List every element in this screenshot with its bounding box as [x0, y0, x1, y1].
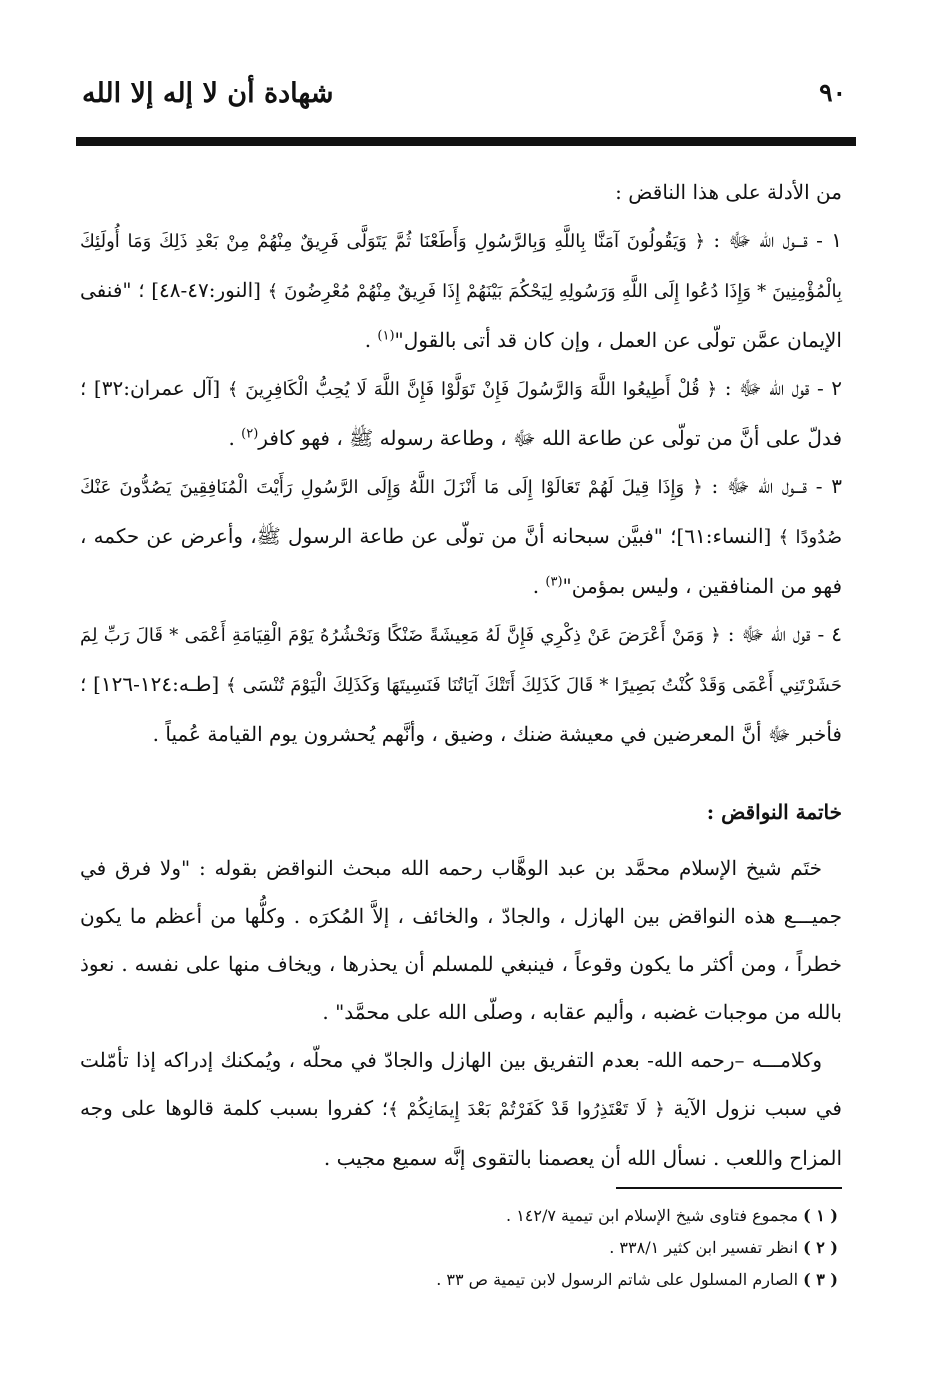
evidence-4: [80, 610, 842, 758]
evidence-lead: قـــول الله ﷻ :: [702, 474, 808, 498]
evidence-number: ٤ -: [817, 622, 843, 646]
paragraph-rest: ؛ كفروا بسبب كلمة قالوها على وجه المزاح واللعب . نسأل الله أن يعصمنا بالتقوى إنَّه سميع مجيب .: [80, 1096, 842, 1170]
running-header: [76, 78, 856, 122]
section-title: خاتمة النواقض :: [706, 800, 842, 824]
footnote-ref: (١): [377, 328, 395, 344]
evidence-tail: .: [532, 574, 546, 598]
quran-verse: ﴿ وَيَقُولُونَ آمَنَّا بِاللَّهِ وَبِالرَّسُولِ وَأَطَعْنَا ثُمَّ يَتَوَلَّى فَرِيقٌ مِنْهُمْ مِنْ بَعْدِ ذَلِكَ وَمَا أُولَئِكَ بِالْمُؤْمِنِينَ * وَإِذَا دُعُوا إِلَى اللَّهِ وَرَسُولِهِ لِيَحْكُمَ بَيْنَهُمْ إِذَا فَرِيقٌ مِنْهُمْ مُعْرِضُونَ ﴾: [80, 231, 842, 302]
footnote-number: ( ١ ): [803, 1206, 838, 1225]
intro-line: من الأدلة على هذا الناقض :: [615, 180, 842, 204]
main-text: [80, 168, 842, 1182]
section-paragraph-1: ختَم شيخ الإسلام محمَّد بن عبد الوهَّاب رحمه الله مبحث النواقض بقوله : "ولا فرق في جميـــع هذه النواقض بين الهازل ، والجادّ ، والخائف ، إلاَّ المُكرَه . وكلُّها من أعظم ما يكون خطراً ، ومن أكثر ما يكون وقوعاً ، فينبغي للمسلم أن يحذرها ، ويخاف منها على نفسه . نعوذ بالله من موجبات غضبه ، وأليم عقابه ، وصلّى الله على محمَّد" .: [80, 856, 842, 1024]
evidence-number: ٣ -: [815, 474, 842, 498]
quran-verse: ﴿ وَإِذَا قِيلَ لَهُمْ تَعَالَوْا إِلَى مَا أَنْزَلَ اللَّهُ وَإِلَى الرَّسُولِ رَأَيْتَ الْمُنَافِقِينَ يَصُدُّونَ عَنْكَ صُدُودًا ﴾: [80, 477, 842, 548]
evidence-body: [النساء:٦١]؛ "فبيَّن سبحانه أنَّ من تولّى عن طاعة الرسول ﷺ، وأعرض عن حكمه ، فهو من المنافقين ، وليس بمؤمن": [80, 524, 842, 598]
quran-verse: ﴿ لَا تَعْتَذِرُوا قَدْ كَفَرْتُمْ بَعْدَ إِيمَانِكُمْ ﴾: [388, 1099, 665, 1120]
footnote-number: ( ٣ ): [803, 1270, 838, 1289]
evidence-number: ٢ -: [816, 376, 843, 400]
section-paragraph-2: [80, 1036, 842, 1182]
evidence-tail: .: [364, 328, 378, 352]
quran-verse: ﴿ وَمَنْ أَعْرَضَ عَنْ ذِكْرِي فَإِنَّ لَهُ مَعِيشَةً ضَنْكًا وَنَحْشُرُهُ يَوْمَ الْقِيَامَةِ أَعْمَى * قَالَ رَبِّ لِمَ حَشَرْتَنِي أَعْمَى وَقَدْ كُنْتُ بَصِيرًا * قَالَ كَذَلِكَ أَتَتْكَ آيَاتُنَا فَنَسِيتَهَا وَكَذَلِكَ الْيَوْمَ تُنْسَى ﴾: [80, 625, 842, 696]
footnote-ref: (٢): [241, 426, 259, 442]
evidence-2: [80, 364, 842, 462]
evidence-3: [80, 462, 842, 610]
footnotes: [300, 1200, 838, 1296]
footnote-3: [300, 1264, 838, 1296]
footnote-text: انظر تفسير ابن كثير ٣٣٨/١ .: [609, 1238, 804, 1257]
evidence-body: [آل عمران:٣٢] ؛ فدلّ على أنَّ من تولّى عن طاعة الله ﷻ ، وطاعة رسوله ﷺ ، فهو كافر: [80, 376, 842, 450]
evidence-body: [النور:٤٧-٤٨] ؛ "فنفى الإيمان عمَّن تولّى عن العمل ، وإن كان قد أتى بالقول": [80, 278, 842, 352]
evidence-lead: قول الله ﷻ :: [717, 376, 810, 400]
footnote-1: [300, 1200, 838, 1232]
footnote-2: [300, 1232, 838, 1264]
paragraph-lead: وكلامـــه –رحمه الله- بعدم التفريق بين الهازل والجادّ في محلّه ، ويُمكنك إدراكه إذا تأمّلت في سبب نزول الآية: [80, 1048, 842, 1120]
evidence-lead: قـــول الله ﷻ :: [705, 228, 808, 252]
footnote-ref: (٣): [545, 574, 563, 590]
evidence-body: [طـه:١٢٤-١٢٦] ؛ فأخبر ﷻ أنَّ المعرضين في معيشة ضنك ، وضيق ، وأنَّهم يُحشرون يوم القيامة عُمياً .: [80, 672, 842, 746]
running-title: شهادة أن لا إله إلا الله: [82, 78, 334, 109]
header-rule: [76, 137, 856, 146]
evidence-lead: قول الله ﷻ :: [720, 622, 811, 646]
evidence-tail: .: [228, 426, 242, 450]
evidence-1: [80, 216, 842, 364]
footnote-text: مجموع فتاوى شيخ الإسلام ابن تيمية ١٤٢/٧ .: [506, 1206, 804, 1225]
footnote-number: ( ٢ ): [803, 1238, 838, 1257]
evidence-number: ١ -: [816, 228, 843, 252]
footnote-text: الصارم المسلول على شاتم الرسول لابن تيمية ص ٣٣ .: [436, 1270, 804, 1289]
quran-verse: ﴿ قُلْ أَطِيعُوا اللَّهَ وَالرَّسُولَ فَإِنْ تَوَلَّوْا فَإِنَّ اللَّهَ لَا يُحِبُّ الْكَافِرِينَ ﴾: [227, 379, 718, 400]
footnote-rule: [616, 1187, 842, 1189]
page-number: ٩٠: [819, 78, 846, 107]
